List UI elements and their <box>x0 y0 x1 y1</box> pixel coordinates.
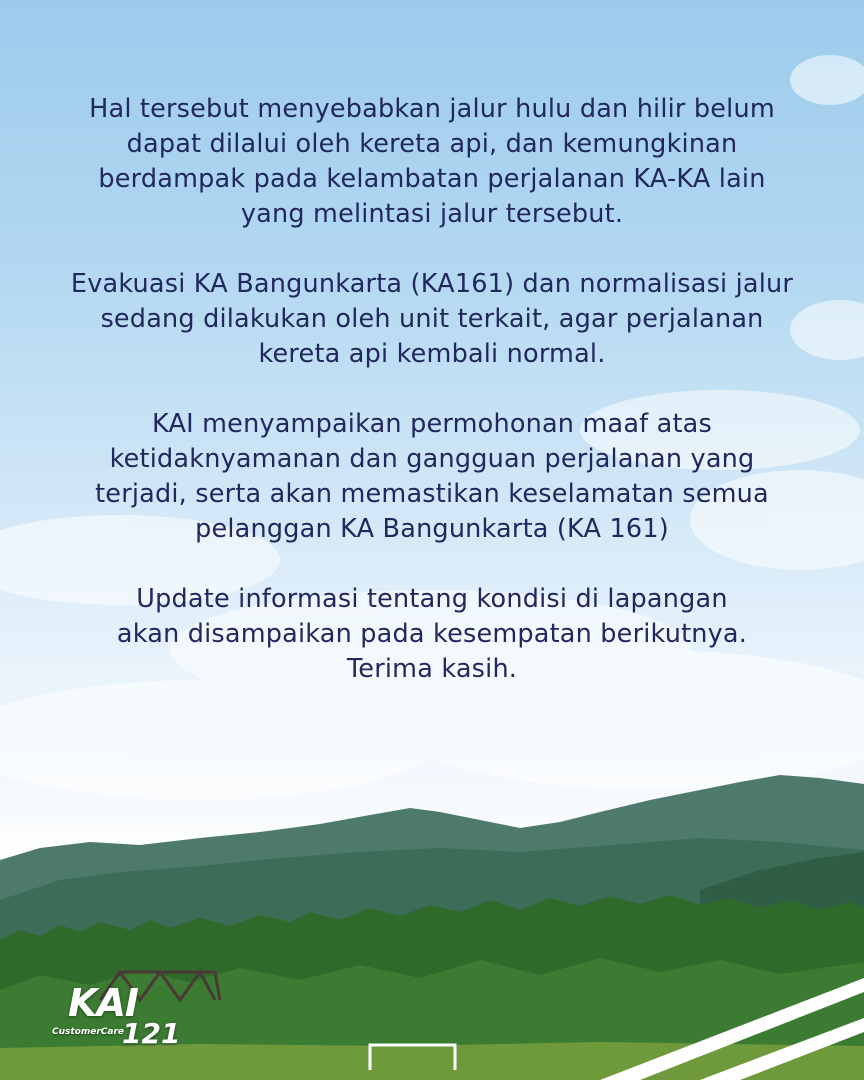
paragraph-1 <box>0 92 864 232</box>
paragraph-2 <box>0 267 864 372</box>
text-line: dapat dilalui oleh kereta api, dan kemungkinan <box>126 129 738 159</box>
text-line: berdampak pada kelambatan perjalanan KA-KA lain <box>98 164 766 194</box>
text-line: ketidaknyamanan dan gangguan perjalanan yang <box>109 444 755 474</box>
text-line: Update informasi tentang kondisi di lapangan <box>136 584 728 614</box>
announcement-text <box>0 92 864 722</box>
text-line: KAI menyampaikan permohonan maaf atas <box>152 409 712 439</box>
logo-number: 121 <box>122 1017 181 1050</box>
paragraph-4 <box>0 582 864 687</box>
kai-customercare-logo <box>50 981 181 1050</box>
text-line: akan disampaikan pada kesempatan berikutnya. <box>116 619 748 649</box>
text-line: Terima kasih. <box>346 654 518 684</box>
text-line: Hal tersebut menyebabkan jalur hulu dan hilir belum <box>89 94 775 124</box>
text-line: yang melintasi jalur tersebut. <box>240 199 624 229</box>
text-line: kereta api kembali normal. <box>258 339 606 369</box>
logo-brand: KAI <box>68 981 138 1025</box>
paragraph-3 <box>0 407 864 547</box>
text-line: pelanggan KA Bangunkarta (KA 161) <box>195 514 669 544</box>
text-line: Evakuasi KA Bangunkarta (KA161) dan normalisasi jalur <box>70 269 794 299</box>
text-line: terjadi, serta akan memastikan keselamatan semua <box>95 479 769 509</box>
logo-subtitle: CustomerCare <box>52 1027 124 1037</box>
text-line: sedang dilakukan oleh unit terkait, agar perjalanan <box>100 304 764 334</box>
